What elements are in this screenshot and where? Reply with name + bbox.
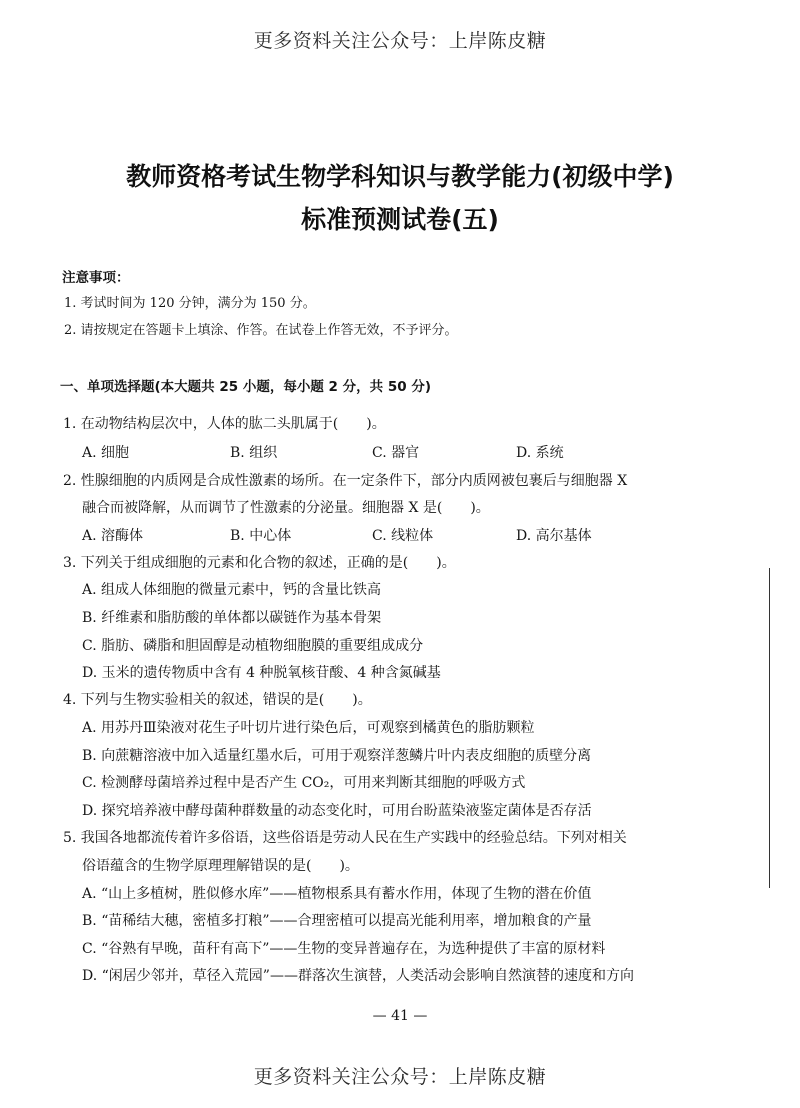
option-2c: C. 线粒体: [372, 528, 434, 544]
option-4b: B. 向蔗糖溶液中加入适量红墨水后，可用于观察洋葱鳞片叶内表皮细胞的质壁分离: [82, 748, 592, 764]
notice-item: 1. 考试时间为 120 分钟，满分为 150 分。: [64, 296, 316, 311]
option-1a: A. 细胞: [82, 445, 130, 461]
watermark-bottom: 更多资料关注公众号：上岸陈皮糖: [253, 1066, 547, 1088]
option-1b: B. 组织: [230, 445, 278, 461]
watermark-top: 更多资料关注公众号：上岸陈皮糖: [253, 30, 547, 52]
option-5d: D. “闲居少邻并，草径入荒园”——群落次生演替，人类活动会影响自然演替的速度和方向: [82, 968, 634, 984]
question-2: 2. 性腺细胞的内质网是合成性激素的场所。在一定条件下，部分内质网被包裹后与细胞器 X: [63, 473, 628, 489]
option-3b: B. 纤维素和脂肪酸的单体都以碳链作为基本骨架: [82, 610, 382, 626]
question-5: 5. 我国各地都流传着许多俗语，这些俗语是劳动人民在生产实践中的经验总结。下列对相关: [63, 830, 627, 846]
option-4d: D. 探究培养液中酵母菌种群数量的动态变化时，可用台盼蓝染液鉴定菌体是否存活: [82, 803, 592, 819]
exam-title: 教师资格考试生物学科知识与教学能力(初级中学): [126, 162, 674, 191]
question-1: 1. 在动物结构层次中，人体的肱二头肌属于( )。: [63, 416, 386, 432]
question-5-cont: 俗语蕴含的生物学原理理解错误的是( )。: [82, 858, 359, 874]
option-5c: C. “谷熟有早晚，苗秆有高下”——生物的变异普遍存在，为选种提供了丰富的原材料: [82, 941, 606, 957]
option-1c: C. 器官: [372, 445, 420, 461]
question-4: 4. 下列与生物实验相关的叙述，错误的是( )。: [63, 692, 372, 708]
section-heading: 一、单项选择题(本大题共 25 小题，每小题 2 分，共 50 分): [60, 379, 432, 395]
notice-heading: 注意事项：: [62, 270, 130, 286]
option-5b: B. “苗稀结大穗，密植多打粮”——合理密植可以提高光能利用率，增加粮食的产量: [82, 913, 592, 929]
option-5a: A. “山上多植树，胜似修水库”——植物根系具有蓄水作用，体现了生物的潜在价值: [82, 886, 592, 902]
option-2d: D. 高尔基体: [516, 528, 592, 544]
option-2b: B. 中心体: [230, 528, 292, 544]
option-1d: D. 系统: [516, 445, 564, 461]
option-4a: A. 用苏丹Ⅲ染液对花生子叶切片进行染色后，可观察到橘黄色的脂肪颗粒: [82, 720, 535, 736]
question-3: 3. 下列关于组成细胞的元素和化合物的叙述，正确的是( )。: [63, 555, 456, 571]
scan-margin-line: [769, 568, 770, 888]
notice-item: 2. 请按规定在答题卡上填涂、作答。在试卷上作答无效，不予评分。: [64, 323, 458, 338]
option-3d: D. 玉米的遗传物质中含有 4 种脱氧核苷酸、4 种含氮碱基: [82, 665, 441, 681]
option-4c: C. 检测酵母菌培养过程中是否产生 CO₂，可用来判断其细胞的呼吸方式: [82, 775, 526, 791]
option-3c: C. 脂肪、磷脂和胆固醇是动植物细胞膜的重要组成成分: [82, 638, 424, 654]
option-2a: A. 溶酶体: [82, 528, 144, 544]
question-2-cont: 融合而被降解，从而调节了性激素的分泌量。细胞器 X 是( )。: [82, 500, 490, 516]
page-number: — 41 —: [372, 1008, 428, 1024]
exam-subtitle: 标准预测试卷(五): [301, 205, 499, 234]
option-3a: A. 组成人体细胞的微量元素中，钙的含量比铁高: [82, 582, 382, 598]
